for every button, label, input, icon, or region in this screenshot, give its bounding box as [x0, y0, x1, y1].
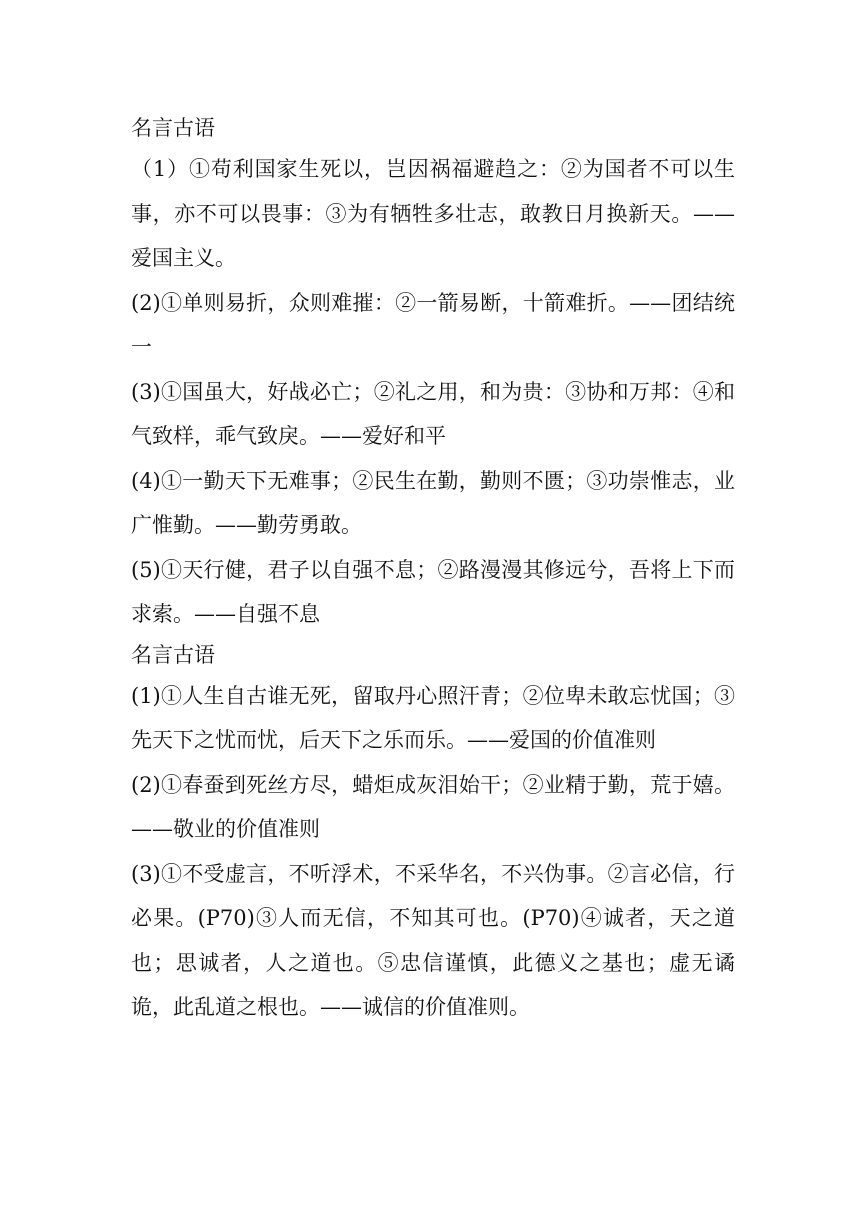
quote-item	[131, 370, 735, 459]
quote-text: （1）①苟利国家生死以，岂因祸福避趋之：②为国者不可以生事，亦不可以畏事：③为有牺牲多壮志，敢教日月换新天。——	[131, 157, 735, 226]
quote-conclusion: 爱好和平	[362, 424, 446, 448]
quote-conclusion: 团结统一	[131, 290, 736, 359]
section-heading: 名言古语	[131, 642, 215, 667]
quote-text: (5)①天行健，君子以自强不息；②路漫漫其修远兮，吾将上下而求索。——	[131, 557, 735, 626]
quote-item	[131, 459, 735, 548]
quote-item	[131, 281, 735, 370]
quote-item	[131, 548, 735, 637]
quote-item	[131, 763, 735, 852]
section-1	[131, 110, 735, 637]
quote-text: (3)①不受虚言，不听浮术，不采华名，不兴伪事。②言必信，行必果。(P70)③人而无信，不知其可也。(P70)④诚者，天之道也；思诚者，人之道也。⑤忠信谨慎，此德义之基也；虚无谲诡，此乱道之根也。——	[131, 861, 735, 1019]
quote-text: (2)①春蚕到死丝方尽，蜡炬成灰泪始干；②业精于勤，荒于嬉。——	[131, 772, 735, 841]
quote-text: (1)①人生自古谁无死，留取丹心照汗青；②位卑未敢忘忧国；③先天下之忧而忧，后天下之乐而乐。——	[131, 683, 735, 752]
quote-conclusion: 勤劳勇敢。	[257, 513, 362, 537]
quote-text: (4)①一勤天下无难事；②民生在勤，勤则不匮；③功崇惟志，业广惟勤。——	[131, 468, 735, 537]
document-page	[131, 110, 735, 1030]
quote-conclusion: 诚信的价值准则。	[362, 995, 530, 1019]
quote-conclusion: 自强不息	[236, 602, 320, 626]
quote-item	[131, 674, 735, 763]
quote-item	[131, 852, 735, 1030]
quote-conclusion: 敬业的价值准则	[173, 817, 320, 841]
section-2	[131, 637, 735, 1030]
quote-text: (3)①国虽大，好战必亡；②礼之用，和为贵：③协和万邦：④和气致样，乖气致戾。——	[131, 379, 735, 448]
quote-text: (2)①单则易折，众则难摧：②一箭易断，十箭难折。——	[131, 290, 672, 315]
quote-item	[131, 147, 735, 281]
section-heading: 名言古语	[131, 116, 215, 140]
quote-conclusion: 爱国主义。	[131, 246, 236, 270]
quote-conclusion: 爱国的价值准则	[509, 728, 656, 752]
